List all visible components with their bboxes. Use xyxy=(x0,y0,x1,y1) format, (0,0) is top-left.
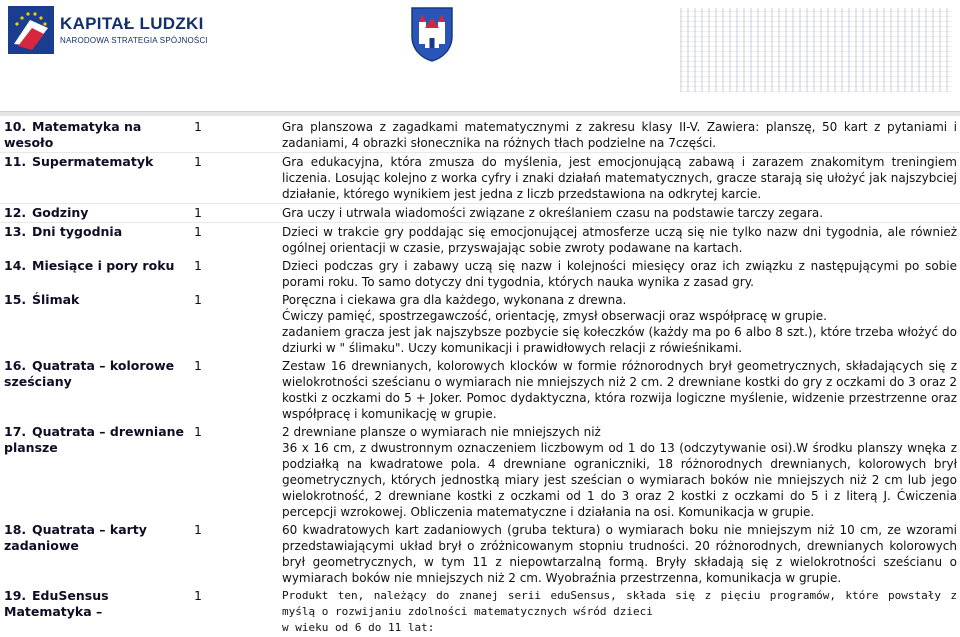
item-quantity: 1 xyxy=(194,424,202,439)
item-description: 2 drewniane plansze o wymiarach nie mniejszych niż xyxy=(282,425,601,439)
eu-banner-image xyxy=(680,8,952,92)
item-name: Ślimak xyxy=(32,292,80,307)
item-description: zadaniem gracza jest jak najszybsze pozbycie się kołeczków (każdy ma po 6 albo 8 szt.), które trzeba włożyć do dziurki w " ślimaku". Uczy komunikacji i prawidłowych relacji z rówieśnikami. xyxy=(282,325,957,355)
town-crest-icon xyxy=(410,6,454,62)
table-row xyxy=(0,223,960,258)
item-name: Supermatematyk xyxy=(32,154,154,169)
row-number: 19. xyxy=(4,588,27,603)
row-number: 18. xyxy=(4,522,27,537)
item-name: Quatrata – karty zadaniowe xyxy=(4,522,147,553)
item-description: Gra uczy i utrwala wiadomości związane z określaniem czasu na podstawie tarczy zegara. xyxy=(282,206,824,220)
row-number: 17. xyxy=(4,424,27,439)
row-number: 11. xyxy=(4,154,27,169)
item-quantity: 1 xyxy=(194,258,202,273)
item-quantity: 1 xyxy=(190,153,278,204)
item-description: Zestaw 16 drewnianych, kolorowych klocków w formie różnorodnych brył geometrycznych, składających się z wielokrotności sześcianu o wymiarach nie mniejszych niż 2 cm. 2 drewniane kostki do gry z oczkami do 3 oraz 2 kostki z oczkami do 5 + Joker. Pomoc dydaktyczna, która rozwija logiczne myślenie, widzenie przestrzenne oraz współpracę i komunikację w grupie. xyxy=(282,359,957,421)
item-name: Quatrata – drewniane plansze xyxy=(4,424,185,455)
kapital-ludzki-logo xyxy=(8,6,208,56)
materials-table xyxy=(0,118,960,637)
item-name: Matematyka na wesoło xyxy=(4,119,142,150)
table-row xyxy=(0,291,960,357)
item-description: w wieku od 6 do 11 lat: xyxy=(282,621,435,634)
table-row xyxy=(0,204,960,223)
item-name: Miesiące i pory roku xyxy=(32,258,175,273)
row-number: 12. xyxy=(4,205,27,220)
row-number: 16. xyxy=(4,358,27,373)
item-quantity: 1 xyxy=(190,118,278,153)
item-description: Dzieci podczas gry i zabawy uczą się nazw i kolejności miesięcy oraz ich związku z następującymi po sobie porami roku. To samo dotyczy dni tygodnia, których nauka wynika z zasad gry. xyxy=(282,259,957,289)
item-description: Ćwiczy pamięć, spostrzegawczość, orientację, zmysł obserwacji oraz współpracę w grupie. xyxy=(282,309,827,323)
item-quantity: 1 xyxy=(194,224,202,239)
header-separator xyxy=(0,111,960,116)
item-name: Quatrata – kolorowe sześciany xyxy=(4,358,175,389)
page-header xyxy=(0,0,960,118)
item-description: 60 kwadratowych kart zadaniowych (gruba tektura) o wymiarach boku nie mniejszym niż 10 cm, ze wzorami przedstawiającymi układ brył o zróżnicowanym stopniu trudności. 20 różnorodnych, drewnianych kolorowych brył geometrycznych, w tym 11 z niepowtarzalną formą. Bryły składają się z wielokrotności sześcianu o wymiarach boków nie mniejszych niż 2 cm. Wyobraźnia przestrzenna, komunikacja w grupie. xyxy=(282,523,957,585)
table-row xyxy=(0,423,960,521)
row-number: 15. xyxy=(4,292,27,307)
table-row xyxy=(0,521,960,587)
table-row xyxy=(0,118,960,153)
item-description: Poręczna i ciekawa gra dla każdego, wykonana z drewna. xyxy=(282,293,627,307)
item-description: Gra edukacyjna, która zmusza do myślenia, jest emocjonującą zabawą i zarazem znakomitym treningiem liczenia. Losując kolejno z worka cyfry i znaki działań matematycznych, gracze starają się ułożyć jak najszybciej działanie, którego wynikiem jest jedna z liczb przedstawiona na odkrytej karcie. xyxy=(282,155,957,201)
item-name: Dni tygodnia xyxy=(32,224,123,239)
table-row xyxy=(0,257,960,291)
item-quantity: 1 xyxy=(194,358,202,373)
table-row xyxy=(0,153,960,204)
item-quantity: 1 xyxy=(194,522,202,537)
item-description: Produkt ten, należący do znanej serii eduSensus, składa się z pięciu programów, które powstały z myślą o rozwijaniu zdolności matematycznych wśród dzieci xyxy=(282,589,957,618)
kapital-ludzki-emblem-icon xyxy=(8,6,54,54)
table-row xyxy=(0,587,960,637)
item-description: Gra planszowa z zagadkami matematycznymi z zakresu klasy II-V. Zawiera: planszę, 50 kart z pytaniami i zadaniami, 4 obrazki słonecznika na różnych tłach podzielne na 7części. xyxy=(282,120,957,150)
row-number: 13. xyxy=(4,224,27,239)
item-name: Godziny xyxy=(32,205,89,220)
item-description: 36 x 16 cm, z dwustronnym oznaczeniem liczbowym od 1 do 13 (odczytywanie osi).W środku planszy wnęka z podziałką na kwadratowe pola. 4 drewniane ograniczniki, 18 różnorodnych drewnianych, kolorowych brył geometrycznych, których jednostką miary jest sześcian o wymiarach boków nie mniejszych niż 2 cm lub jego wielokrotność, 2 drewniane kostki z oczkami od 1 do 3 oraz 2 kostki z oczkami do 5 i z literą J. Ćwiczenia percepcji wzrokowej. Obliczenia matematyczne i działania na osi. Komunikacja w grupie. xyxy=(282,441,957,519)
logo-subtitle: NARODOWA STRATEGIA SPÓJNOŚCI xyxy=(60,36,208,45)
item-quantity: 1 xyxy=(194,588,202,603)
row-number: 14. xyxy=(4,258,27,273)
row-number: 10. xyxy=(4,119,27,134)
item-quantity: 1 xyxy=(190,204,278,223)
item-quantity: 1 xyxy=(194,292,202,307)
item-description: Dzieci w trakcie gry poddając się emocjonującej atmosferze uczą się nie tylko nazw dni tygodnia, ale również ogólnej orientacji w czasie, przyswajając sobie zwroty podawane na kartach. xyxy=(282,225,957,255)
logo-title: KAPITAŁ LUDZKI xyxy=(60,14,204,33)
item-name: EduSensus Matematyka – xyxy=(4,588,109,619)
table-row xyxy=(0,357,960,423)
